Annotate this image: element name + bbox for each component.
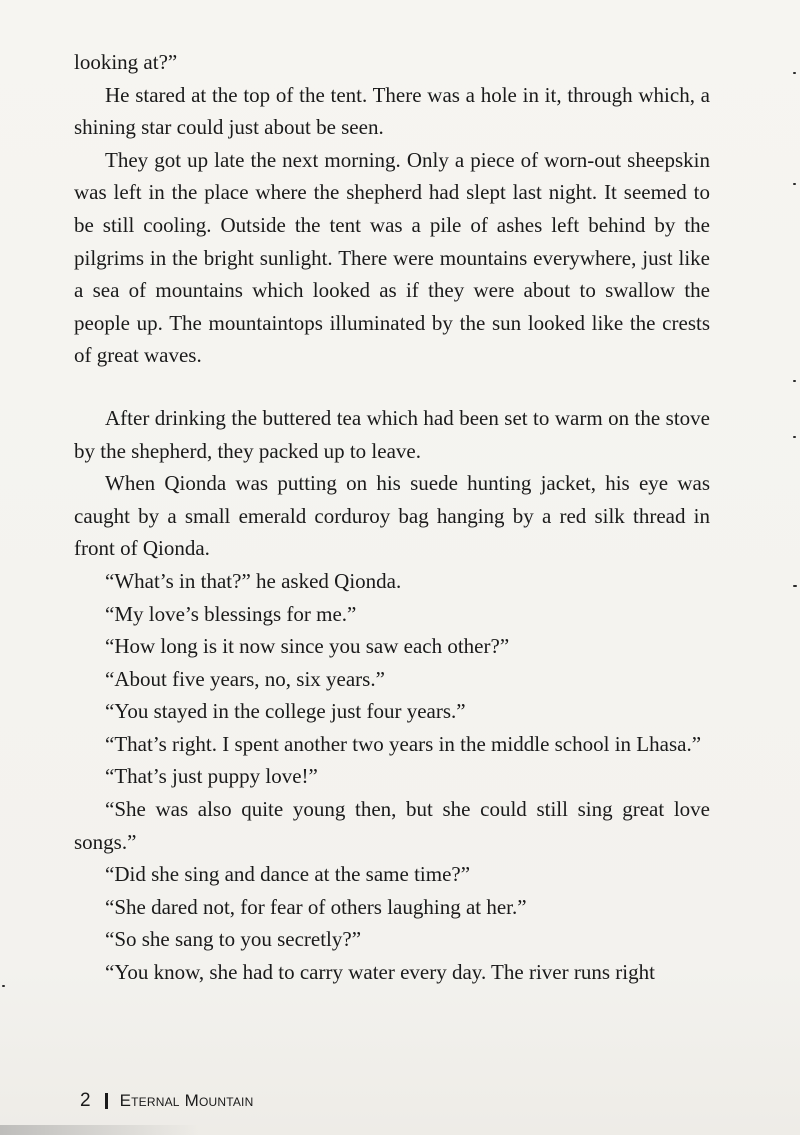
- scan-edge-mark: [793, 585, 797, 587]
- paragraph: They got up late the next morning. Only a piece of worn-out sheepskin was left in the place where the shepherd had slept last night. It seemed to be still cooling. Outside the tent was a pile of ashes left behind by the pilgrims in the bright sunlight. There were mountains everywhere, just like a sea of mountains which looked as if they were about to swallow the people up. The mountaintops illuminated by the sun looked like the crests of great waves.: [74, 147, 710, 368]
- footer-divider: [105, 1093, 108, 1109]
- paragraph: He stared at the top of the tent. There was a hole in it, through which, a shining star could just about be seen.: [74, 82, 710, 140]
- dialogue-line: “So she sang to you secretly?”: [105, 927, 362, 952]
- dialogue-line: “She was also quite young then, but she could still sing great love songs.”: [74, 797, 710, 854]
- paragraph-continuation: looking at?”: [74, 50, 178, 74]
- paragraph: After drinking the buttered tea which had been set to warm on the stove by the shepherd, they packed up to leave.: [74, 405, 710, 463]
- dialogue-line: “My love’s blessings for me.”: [105, 601, 357, 626]
- scan-edge-mark: [793, 380, 796, 382]
- dialogue-line: “What’s in that?” he asked Qionda.: [105, 568, 402, 593]
- paragraph: When Qionda was putting on his suede hunting jacket, his eye was caught by a small emerald corduroy bag hanging by a red silk thread in front of Qionda.: [74, 471, 710, 561]
- scan-edge-mark: [793, 183, 796, 185]
- page-footer: [80, 1090, 253, 1112]
- scan-edge-mark: [793, 72, 796, 74]
- dialogue-line: “How long is it now since you saw each other?”: [105, 634, 510, 659]
- running-title: Eternal Mountain: [119, 1091, 254, 1110]
- dialogue-line: “You stayed in the college just four years.”: [105, 699, 466, 724]
- dialogue-line: “That’s just puppy love!”: [105, 764, 318, 789]
- body-text: [74, 46, 710, 989]
- dialogue-line: “She dared not, for fear of others laughing at her.”: [105, 894, 527, 919]
- dialogue-line: “Did she sing and dance at the same time?”: [105, 862, 471, 887]
- dialogue-line: “You know, she had to carry water every day. The river runs right: [105, 960, 655, 985]
- dialogue-line: “About five years, no, six years.”: [105, 666, 385, 691]
- scan-edge-mark: [2, 985, 5, 987]
- scan-edge-mark: [793, 436, 796, 438]
- dialogue-line: “That’s right. I spent another two years in the middle school in Lhasa.”: [105, 731, 702, 756]
- page-number: 2: [80, 1090, 91, 1111]
- scan-shadow: [0, 1125, 200, 1135]
